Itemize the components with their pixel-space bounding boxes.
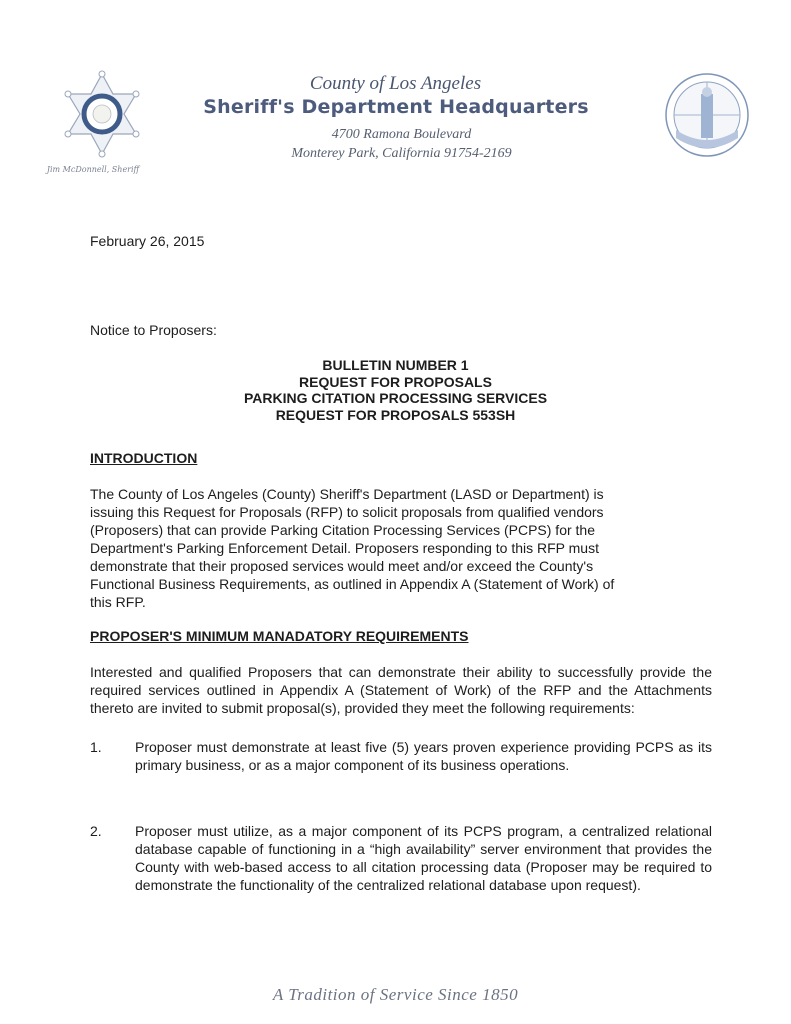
- footer-motto: A Tradition of Service Since 1850: [272, 985, 519, 1004]
- item-number: 1.: [90, 739, 102, 755]
- title-line: BULLETIN NUMBER 1: [322, 357, 469, 373]
- letter-date: February 26, 2015: [90, 233, 205, 249]
- title-line: PARKING CITATION PROCESSING SERVICES: [243, 390, 548, 406]
- paragraph-line: this RFP.: [90, 594, 146, 610]
- item-text: Proposer must utilize, as a major component of its PCPS program, a centralized relational database capable of functioning in a “high availability” server environment that provides the County with web-based access to all citation processing data (Proposer may be required to demonstrate the functionality of the centralized relational database upon request).: [135, 823, 712, 893]
- paragraph-line: (Proposers) that can provide Parking Citation Processing Services (PCPS) for the: [90, 522, 595, 538]
- title-line: REQUEST FOR PROPOSALS 553SH: [275, 406, 516, 423]
- paragraph-line: Department's Parking Enforcement Detail. Proposers responding to this RFP must: [90, 540, 599, 556]
- sheriff-signature: Jim McDonnell, Sheriff: [46, 165, 140, 174]
- introduction-paragraph: [90, 485, 705, 611]
- address-line-1: 4700 Ramona Boulevard: [331, 127, 472, 142]
- title-line: REQUEST FOR PROPOSALS: [299, 373, 492, 390]
- salutation: Notice to Proposers:: [90, 322, 217, 338]
- department-name: Sheriff's Department Headquarters: [203, 96, 589, 118]
- section-heading-introduction: INTRODUCTION: [90, 450, 198, 466]
- address-line-2: Monterey Park, California 91754-2169: [291, 146, 512, 161]
- section-heading-requirements: PROPOSER'S MINIMUM MANADATORY REQUIREMENTS: [90, 628, 469, 644]
- bulletin-title: [0, 357, 791, 423]
- item-text: Proposer must demonstrate at least five (5) years proven experience providing PCPS as its primary business, or as a major component of its business operations.: [135, 739, 712, 773]
- requirements-paragraph: Interested and qualified Proposers that can demonstrate their ability to successfully provide the required services outlined in Appendix A (Statement of Work) of the RFP and the Attachments thereto are invited to submit proposal(s), provided they meet the following requirements:: [90, 664, 712, 716]
- paragraph-line: demonstrate that their proposed services would meet and/or exceed the County's: [90, 558, 594, 574]
- item-number: 2.: [90, 823, 102, 839]
- county-seal-icon: [664, 72, 750, 158]
- paragraph-line: The County of Los Angeles (County) Sheriff's Department (LASD or Department) is: [90, 486, 604, 502]
- paragraph-line: issuing this Request for Proposals (RFP) to solicit proposals from qualified vendors: [90, 504, 604, 520]
- paragraph-line: Functional Business Requirements, as outlined in Appendix A (Statement of Work) of: [90, 576, 615, 592]
- county-name: County of Los Angeles: [309, 73, 482, 94]
